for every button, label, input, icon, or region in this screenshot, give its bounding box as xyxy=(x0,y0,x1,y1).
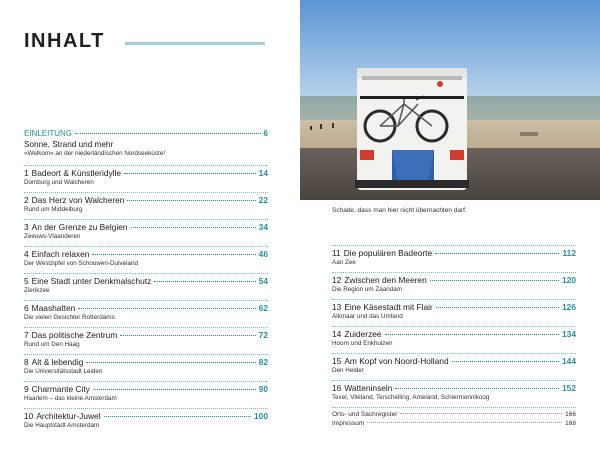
chapter-title: Badeort & Künstleridylle xyxy=(31,168,122,178)
divider xyxy=(24,327,268,328)
leader-dots xyxy=(75,133,261,134)
chapter-number: 1 xyxy=(24,168,29,178)
leader-dots xyxy=(86,362,255,363)
chapter-number: 16 xyxy=(332,383,342,393)
toc-entry[interactable] xyxy=(24,222,268,241)
page-title: INHALT xyxy=(24,30,105,52)
chapter-number: 7 xyxy=(24,330,29,340)
chapter-number: 13 xyxy=(332,302,342,312)
divider xyxy=(332,353,576,354)
leader-dots xyxy=(124,173,256,174)
chapter-subtitle: Die Region um Zaandam xyxy=(332,286,403,293)
chapter-page: 22 xyxy=(258,195,268,205)
chapter-title: Die populären Badeorte xyxy=(343,248,433,258)
divider xyxy=(24,273,268,274)
chapter-page: 72 xyxy=(258,330,268,340)
toc-intro[interactable] xyxy=(24,128,268,158)
chapter-number: 14 xyxy=(332,329,342,339)
chapter-page: 62 xyxy=(258,303,268,313)
toc-entry[interactable] xyxy=(332,329,576,348)
appendix-item[interactable] xyxy=(332,410,576,419)
chapter-title: Zuiderzee xyxy=(344,329,382,339)
chapter-number: 5 xyxy=(24,276,29,286)
toc-entry[interactable] xyxy=(24,276,268,295)
leader-dots xyxy=(400,413,562,414)
divider xyxy=(332,380,576,381)
chapter-subtitle: Zierikzee xyxy=(24,287,50,294)
divider xyxy=(24,219,268,220)
divider xyxy=(332,272,576,273)
toc-entry[interactable] xyxy=(332,356,576,375)
leader-dots xyxy=(78,308,255,309)
divider xyxy=(24,165,268,166)
leader-dots xyxy=(436,307,559,308)
appendix-page: 168 xyxy=(565,420,576,427)
appendix-label: Impressum xyxy=(332,420,365,427)
divider xyxy=(24,300,268,301)
chapter-page: 54 xyxy=(258,276,268,286)
appendix-item[interactable] xyxy=(332,419,576,428)
chapter-page: 112 xyxy=(562,248,576,258)
chapter-number: 10 xyxy=(24,411,34,421)
toc-entry[interactable] xyxy=(24,168,268,187)
chapter-page: 34 xyxy=(258,222,268,232)
leader-dots xyxy=(120,335,255,336)
chapter-subtitle: Die Hauptstadt Amsterdam xyxy=(24,422,100,429)
intro-description: »Welkom« an der niederländischen Nordseeküste! xyxy=(24,150,165,157)
divider xyxy=(24,381,268,382)
chapter-title: Das Herz von Walcheren xyxy=(31,195,125,205)
divider xyxy=(332,299,576,300)
title-rule xyxy=(125,42,265,45)
chapter-subtitle: Hoorn und Enkhuizen xyxy=(332,340,393,347)
chapter-title: Einfach relaxen xyxy=(31,249,90,259)
chapter-subtitle: Zeeuws-Vlaanderen xyxy=(24,233,81,240)
toc-entry[interactable] xyxy=(24,411,268,430)
toc-entry[interactable] xyxy=(24,303,268,322)
divider xyxy=(332,245,576,246)
chapter-page: 46 xyxy=(258,249,268,259)
chapter-number: 4 xyxy=(24,249,29,259)
intro-page: 6 xyxy=(263,129,268,138)
chapter-subtitle: Rund um Den Haag xyxy=(24,341,80,348)
chapter-subtitle: Alkmaar und das Umland xyxy=(332,313,403,320)
chapter-subtitle: Den Helder xyxy=(332,367,364,374)
photo-caption: Schade, dass man hier nicht übernachten darf. xyxy=(332,207,467,214)
leader-dots xyxy=(367,422,562,423)
appendix-page: 166 xyxy=(565,411,576,418)
chapter-number: 2 xyxy=(24,195,29,205)
chapter-number: 12 xyxy=(332,275,342,285)
divider xyxy=(24,354,268,355)
chapter-subtitle: Texel, Vlieland, Terschelling, Ameland, Schiermonnikoog xyxy=(332,394,490,401)
chapter-page: 152 xyxy=(562,383,576,393)
toc-entry[interactable] xyxy=(24,249,268,268)
beach-campervan-photo xyxy=(300,0,600,200)
leader-dots xyxy=(93,389,256,390)
leader-dots xyxy=(385,334,559,335)
chapter-number: 3 xyxy=(24,222,29,232)
divider xyxy=(24,246,268,247)
chapter-number: 8 xyxy=(24,357,29,367)
chapter-page: 90 xyxy=(258,384,268,394)
chapter-title: An der Grenze zu Belgien xyxy=(31,222,128,232)
divider xyxy=(332,407,576,408)
chapter-title: Eine Stadt unter Denkmalschutz xyxy=(31,276,152,286)
toc-entry[interactable] xyxy=(24,384,268,403)
chapter-page: 100 xyxy=(254,411,268,421)
toc-entry[interactable] xyxy=(24,357,268,376)
chapter-number: 9 xyxy=(24,384,29,394)
leader-dots xyxy=(154,281,255,282)
chapter-page: 120 xyxy=(562,275,576,285)
chapter-title: Maashatten xyxy=(31,303,76,313)
divider xyxy=(24,408,268,409)
intro-label: EINLEITUNG xyxy=(24,129,73,138)
chapter-subtitle: Haarlem – das kleine Amsterdam xyxy=(24,395,117,402)
toc-entry[interactable] xyxy=(24,195,268,214)
leader-dots xyxy=(452,361,559,362)
chapter-number: 15 xyxy=(332,356,342,366)
chapter-subtitle: Die Universitätsstadt Leiden xyxy=(24,368,103,375)
chapter-page: 144 xyxy=(562,356,576,366)
toc-entry[interactable] xyxy=(332,275,576,294)
chapter-subtitle: Der Westzipfel von Schouwen-Duiveland xyxy=(24,260,138,267)
chapter-title: Zwischen den Meeren xyxy=(344,275,427,285)
intro-subtitle: Sonne, Strand und mehr xyxy=(24,140,114,149)
divider xyxy=(24,192,268,193)
appendix xyxy=(332,410,576,428)
chapter-page: 134 xyxy=(562,329,576,339)
chapter-title: Alt & lebendig xyxy=(31,357,84,367)
toc-entry[interactable] xyxy=(24,330,268,349)
leader-dots xyxy=(131,227,256,228)
leader-dots xyxy=(430,280,559,281)
appendix-label: Orts- und Sachregister xyxy=(332,411,398,418)
leader-dots xyxy=(92,254,255,255)
divider xyxy=(332,326,576,327)
chapter-page: 82 xyxy=(258,357,268,367)
chapter-subtitle: Aan Zee xyxy=(332,259,356,266)
toc-entry[interactable] xyxy=(332,302,576,321)
chapter-title: Am Kopf von Noord-Holland xyxy=(344,356,449,366)
chapter-page: 126 xyxy=(562,302,576,312)
chapter-title: Eine Käsestadt mit Flair xyxy=(344,302,433,312)
leader-dots xyxy=(104,416,251,417)
chapter-subtitle: Die vielen Gesichter Rotterdams xyxy=(24,314,115,321)
chapter-title: Architektur-Juwel xyxy=(36,411,101,421)
chapter-subtitle: Rund um Middelburg xyxy=(24,206,83,213)
chapter-page: 14 xyxy=(258,168,268,178)
chapter-subtitle: Domburg und Walcheren xyxy=(24,179,94,186)
chapter-title: Das politische Zentrum xyxy=(31,330,118,340)
leader-dots xyxy=(435,253,559,254)
leader-dots xyxy=(395,388,559,389)
toc-entry[interactable] xyxy=(332,248,576,267)
toc-entry[interactable] xyxy=(332,383,576,402)
chapter-number: 6 xyxy=(24,303,29,313)
chapter-number: 11 xyxy=(332,248,341,258)
leader-dots xyxy=(127,200,255,201)
chapter-title: Charmante City xyxy=(31,384,90,394)
chapter-title: Watteninseln xyxy=(344,383,393,393)
